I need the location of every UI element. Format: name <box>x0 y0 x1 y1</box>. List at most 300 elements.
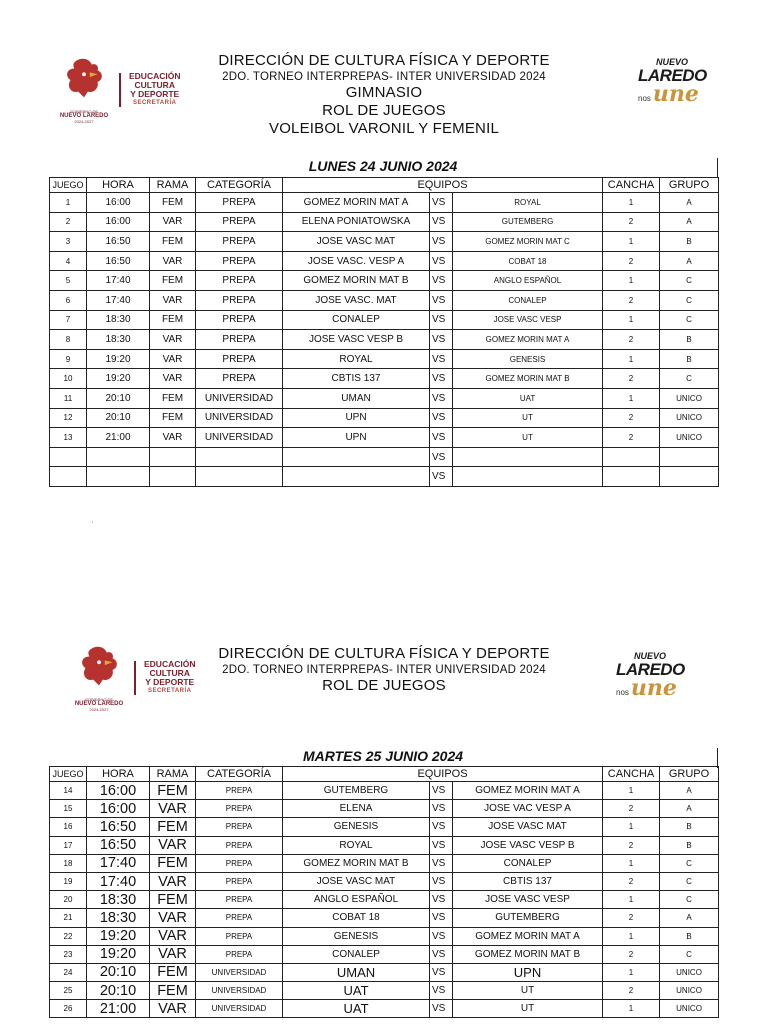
table-row <box>50 388 719 408</box>
cell-grupo: B <box>660 232 719 252</box>
cell-grupo: UNICO <box>660 428 719 448</box>
cell-equipo-1: UMAN <box>283 963 430 981</box>
table-row <box>50 232 719 252</box>
cell-vs: VS <box>430 982 453 1000</box>
table-row <box>50 891 719 909</box>
cell-cancha: 1 <box>603 388 660 408</box>
cell-categoria: PREPA <box>196 909 283 927</box>
cell-hora: 20:10 <box>87 408 150 428</box>
cell-categoria: UNIVERSIDAD <box>196 963 283 981</box>
logo-laredo: LAREDO <box>616 660 685 679</box>
cell-equipo-2: ROYAL <box>453 193 603 213</box>
table-row <box>50 945 719 963</box>
header-line-2: 2DO. TORNEO INTERPREPAS- INTER UNIVERSIDAD 2024 <box>222 71 546 83</box>
cell-rama: VAR <box>150 251 196 271</box>
table-row <box>50 1000 719 1018</box>
cell-equipo-1: CBTIS 137 <box>283 369 430 389</box>
cell-equipo-1: JOSE VASC. VESP A <box>283 251 430 271</box>
cell-juego: 13 <box>50 428 87 448</box>
cell-hora: 16:00 <box>87 212 150 232</box>
logo-nos: nos <box>638 94 651 103</box>
cell-categoria: PREPA <box>196 310 283 330</box>
cell-juego: 11 <box>50 388 87 408</box>
cell-cancha: 2 <box>603 290 660 310</box>
cell-hora: 18:30 <box>87 330 150 350</box>
cell-juego: 25 <box>50 982 87 1000</box>
cell-equipo-1: UAT <box>283 982 430 1000</box>
cell-categoria: PREPA <box>196 349 283 369</box>
logo-nuevo: NUEVO <box>656 57 689 67</box>
logo-laredo: LAREDO <box>638 66 707 85</box>
table-row <box>50 836 719 854</box>
cell-equipo-1: ROYAL <box>283 349 430 369</box>
cell-juego: 26 <box>50 1000 87 1018</box>
cell-categoria: UNIVERSIDAD <box>196 388 283 408</box>
logo-nos: nos <box>616 688 629 697</box>
cell-grupo: B <box>660 836 719 854</box>
cell-grupo: A <box>660 782 719 800</box>
table-row <box>50 982 719 1000</box>
cell-categoria: PREPA <box>196 800 283 818</box>
cell-juego: 4 <box>50 251 87 271</box>
cell-grupo: C <box>660 854 719 872</box>
cell-juego: 21 <box>50 909 87 927</box>
col-hora: HORA <box>87 767 150 782</box>
cell-rama: VAR <box>150 909 196 927</box>
cell-hora: 16:00 <box>87 782 150 800</box>
col-cancha: CANCHA <box>603 178 660 193</box>
cell-equipo-2: GOMEZ MORIN MAT A <box>453 782 603 800</box>
cell-cancha: 1 <box>603 927 660 945</box>
cell-rama: VAR <box>150 1000 196 1018</box>
cell-vs: VS <box>430 251 453 271</box>
header-line-1: DIRECCIÓN DE CULTURA FÍSICA Y DEPORTE <box>218 645 550 662</box>
day-title: LUNES 24 JUNIO 2024 <box>308 158 458 174</box>
cell-grupo: C <box>660 945 719 963</box>
table-header-row <box>50 767 719 782</box>
table-row <box>50 800 719 818</box>
cell-grupo: UNICO <box>660 963 719 981</box>
cell-equipo-1: CONALEP <box>283 310 430 330</box>
cell-categoria: PREPA <box>196 271 283 291</box>
cell-vs: VS <box>430 193 453 213</box>
city-label-3: 2024-2027 <box>74 119 94 124</box>
cell-cancha: 1 <box>603 1000 660 1018</box>
cell-cancha: 2 <box>603 369 660 389</box>
cell-hora: 21:00 <box>87 428 150 448</box>
cell-categoria: PREPA <box>196 836 283 854</box>
cell-equipo-1: UMAN <box>283 388 430 408</box>
cell-rama: FEM <box>150 782 196 800</box>
cell-hora: 19:20 <box>87 945 150 963</box>
sheet-header <box>0 590 768 740</box>
cell-grupo: UNICO <box>660 1000 719 1018</box>
cell-rama: VAR <box>150 349 196 369</box>
cell-cancha: 2 <box>603 212 660 232</box>
cell-vs: VS <box>430 447 453 467</box>
cell-categoria: PREPA <box>196 872 283 890</box>
cell-hora <box>87 447 150 467</box>
col-rama: RAMA <box>150 178 196 193</box>
cell-equipo-2: JOSE VASC VESP B <box>453 836 603 854</box>
cell-juego: 2 <box>50 212 87 232</box>
cell-equipo-2: JOSE VAC VESP A <box>453 800 603 818</box>
cell-categoria <box>196 467 283 487</box>
cell-equipo-1: GOMEZ MORIN MAT B <box>283 271 430 291</box>
cell-cancha <box>603 467 660 487</box>
col-juego: JUEGO <box>50 178 87 193</box>
cell-vs: VS <box>430 369 453 389</box>
cell-juego: 7 <box>50 310 87 330</box>
cell-cancha: 1 <box>603 818 660 836</box>
cell-categoria: PREPA <box>196 782 283 800</box>
table-row <box>50 330 719 350</box>
cell-grupo: UNICO <box>660 982 719 1000</box>
table-row <box>50 872 719 890</box>
cell-equipo-1: COBAT 18 <box>283 909 430 927</box>
cell-rama: FEM <box>150 982 196 1000</box>
cell-equipo-2: GOMEZ MORIN MAT B <box>453 945 603 963</box>
cell-hora: 18:30 <box>87 310 150 330</box>
cell-juego: 10 <box>50 369 87 389</box>
cell-grupo: A <box>660 212 719 232</box>
cell-equipo-1: GOMEZ MORIN MAT A <box>283 193 430 213</box>
cell-cancha: 1 <box>603 349 660 369</box>
table-row <box>50 854 719 872</box>
cell-juego: 18 <box>50 854 87 872</box>
cell-rama: VAR <box>150 800 196 818</box>
cell-vs: VS <box>430 330 453 350</box>
cell-rama: FEM <box>150 232 196 252</box>
cell-grupo: C <box>660 872 719 890</box>
table-row <box>50 310 719 330</box>
table-row <box>50 428 719 448</box>
cell-categoria: PREPA <box>196 251 283 271</box>
cell-rama: FEM <box>150 891 196 909</box>
cell-hora: 20:10 <box>87 982 150 1000</box>
cell-categoria: PREPA <box>196 212 283 232</box>
cell-vs: VS <box>430 467 453 487</box>
table-row <box>50 963 719 981</box>
cell-juego: 5 <box>50 271 87 291</box>
cell-equipo-2: GUTEMBERG <box>453 212 603 232</box>
cell-equipo-2: GOMEZ MORIN MAT C <box>453 232 603 252</box>
sec-line-1: EDUCACIÓN <box>129 70 181 81</box>
cell-cancha: 1 <box>603 891 660 909</box>
cell-hora: 19:20 <box>87 369 150 389</box>
cell-rama <box>150 467 196 487</box>
cell-categoria: PREPA <box>196 927 283 945</box>
table-row <box>50 212 719 232</box>
cell-rama: VAR <box>150 330 196 350</box>
col-juego: JUEGO <box>50 767 87 782</box>
cell-equipo-2: UT <box>453 1000 603 1018</box>
day-title: MARTES 25 JUNIO 2024 <box>302 748 464 764</box>
cell-equipo-1: ANGLO ESPAÑOL <box>283 891 430 909</box>
cell-equipo-2: JOSE VASC VESP <box>453 310 603 330</box>
header-line-3: GIMNASIO <box>345 84 423 101</box>
cell-rama: VAR <box>150 872 196 890</box>
cell-hora: 19:20 <box>87 349 150 369</box>
cell-juego: 15 <box>50 800 87 818</box>
cell-vs: VS <box>430 310 453 330</box>
logo-une: une <box>652 81 699 107</box>
cell-cancha: 2 <box>603 909 660 927</box>
cell-rama: FEM <box>150 310 196 330</box>
cell-vs: VS <box>430 963 453 981</box>
cell-equipo-1: CONALEP <box>283 945 430 963</box>
cell-equipo-1: GOMEZ MORIN MAT B <box>283 854 430 872</box>
cell-equipo-2: CONALEP <box>453 290 603 310</box>
table-row <box>50 369 719 389</box>
sec-line-2: CULTURA <box>134 79 175 90</box>
col-rama: RAMA <box>150 767 196 782</box>
cell-juego: 3 <box>50 232 87 252</box>
cell-equipo-2: CBTIS 137 <box>453 872 603 890</box>
cell-cancha: 2 <box>603 982 660 1000</box>
cell-equipo-2 <box>453 467 603 487</box>
cell-equipo-1: ELENA <box>283 800 430 818</box>
cell-rama: VAR <box>150 369 196 389</box>
col-categoria: CATEGORÍA <box>196 767 283 782</box>
cell-grupo <box>660 467 719 487</box>
city-label-1: GOBIERNO DE <box>84 697 114 702</box>
cell-equipo-1: UAT <box>283 1000 430 1018</box>
cell-cancha: 1 <box>603 963 660 981</box>
cell-vs: VS <box>430 891 453 909</box>
cell-categoria: PREPA <box>196 290 283 310</box>
cell-cancha: 2 <box>603 408 660 428</box>
table-row <box>50 782 719 800</box>
stray-mark: ' <box>92 522 94 528</box>
sheet-header <box>0 0 768 150</box>
table-row <box>50 271 719 291</box>
table-row <box>50 818 719 836</box>
cell-vs: VS <box>430 927 453 945</box>
cell-vs: VS <box>430 945 453 963</box>
cell-equipo-1: ELENA PONIATOWSKA <box>283 212 430 232</box>
cell-equipo-2: UT <box>453 428 603 448</box>
cell-equipo-1: JOSE VASC VESP B <box>283 330 430 350</box>
header-line-4: ROL DE JUEGOS <box>322 677 446 694</box>
cell-equipo-1: GUTEMBERG <box>283 782 430 800</box>
cell-cancha: 2 <box>603 836 660 854</box>
cell-rama <box>150 447 196 467</box>
cell-hora: 20:10 <box>87 963 150 981</box>
cell-cancha: 1 <box>603 193 660 213</box>
nuevo-laredo-logo <box>638 57 707 107</box>
cell-juego <box>50 467 87 487</box>
cell-categoria: UNIVERSIDAD <box>196 408 283 428</box>
cell-rama: VAR <box>150 290 196 310</box>
cell-vs: VS <box>430 1000 453 1018</box>
cell-juego: 8 <box>50 330 87 350</box>
cell-vs: VS <box>430 800 453 818</box>
cell-cancha: 1 <box>603 232 660 252</box>
schedule-table <box>49 766 719 1018</box>
cell-juego: 23 <box>50 945 87 963</box>
cell-categoria: UNIVERSIDAD <box>196 428 283 448</box>
cell-cancha: 2 <box>603 872 660 890</box>
city-label-2: NUEVO LAREDO <box>74 701 124 707</box>
col-hora: HORA <box>87 178 150 193</box>
cell-grupo: B <box>660 818 719 836</box>
city-label-1: GOBIERNO DE <box>69 109 99 114</box>
cell-rama: VAR <box>150 945 196 963</box>
cell-categoria: PREPA <box>196 891 283 909</box>
cell-hora: 16:50 <box>87 232 150 252</box>
sec-line-1: EDUCACIÓN <box>144 658 196 669</box>
cell-equipo-1 <box>283 447 430 467</box>
header-line-2: 2DO. TORNEO INTERPREPAS- INTER UNIVERSIDAD 2024 <box>222 664 546 676</box>
cell-grupo: A <box>660 193 719 213</box>
cell-rama: FEM <box>150 854 196 872</box>
cell-categoria: UNIVERSIDAD <box>196 982 283 1000</box>
logo-nuevo: NUEVO <box>634 651 667 661</box>
cell-vs: VS <box>430 212 453 232</box>
cell-equipo-2: JOSE VASC VESP <box>453 891 603 909</box>
cell-equipo-2: UT <box>453 982 603 1000</box>
logo-une: une <box>630 675 677 701</box>
table-row <box>50 909 719 927</box>
cell-hora: 17:40 <box>87 271 150 291</box>
col-categoria: CATEGORÍA <box>196 178 283 193</box>
cell-equipo-2: CONALEP <box>453 854 603 872</box>
cell-vs: VS <box>430 428 453 448</box>
cell-hora: 19:20 <box>87 927 150 945</box>
cell-equipo-2: JOSE VASC MAT <box>453 818 603 836</box>
cell-hora: 16:50 <box>87 818 150 836</box>
cell-equipo-1: JOSE VASC. MAT <box>283 290 430 310</box>
cell-grupo: UNICO <box>660 388 719 408</box>
cell-grupo: C <box>660 310 719 330</box>
cell-hora: 16:00 <box>87 800 150 818</box>
cell-juego: 9 <box>50 349 87 369</box>
table-border-top-right <box>717 748 718 768</box>
cell-cancha: 1 <box>603 782 660 800</box>
cell-equipo-1: GENESIS <box>283 927 430 945</box>
col-cancha: CANCHA <box>603 767 660 782</box>
cell-equipo-2: COBAT 18 <box>453 251 603 271</box>
cell-hora: 16:00 <box>87 193 150 213</box>
cell-hora: 17:40 <box>87 872 150 890</box>
sec-line-3: Y DEPORTE <box>130 88 180 99</box>
col-equipos: EQUIPOS <box>283 178 603 193</box>
cell-rama: VAR <box>150 212 196 232</box>
cell-hora: 18:30 <box>87 909 150 927</box>
cell-rama: FEM <box>150 193 196 213</box>
cell-cancha: 2 <box>603 251 660 271</box>
cell-equipo-2 <box>453 447 603 467</box>
cell-vs: VS <box>430 872 453 890</box>
cell-vs: VS <box>430 408 453 428</box>
sec-line-4: SECRETARÍA <box>132 99 177 106</box>
cell-grupo: B <box>660 330 719 350</box>
cell-equipo-2: GOMEZ MORIN MAT A <box>453 927 603 945</box>
table-row <box>50 251 719 271</box>
cell-juego: 6 <box>50 290 87 310</box>
table-header-row <box>50 178 719 193</box>
cell-grupo: B <box>660 927 719 945</box>
cell-vs: VS <box>430 782 453 800</box>
cell-hora: 17:40 <box>87 854 150 872</box>
cell-equipo-1 <box>283 467 430 487</box>
cell-hora: 17:40 <box>87 290 150 310</box>
col-grupo: GRUPO <box>660 767 719 782</box>
sec-line-3: Y DEPORTE <box>145 676 195 687</box>
cell-categoria: PREPA <box>196 232 283 252</box>
header-line-4: ROL DE JUEGOS <box>322 102 446 119</box>
cell-grupo: C <box>660 891 719 909</box>
header-line-5: VOLEIBOL VARONIL Y FEMENIL <box>268 120 499 137</box>
cell-juego: 1 <box>50 193 87 213</box>
table-row <box>50 408 719 428</box>
cell-equipo-1: JOSE VASC MAT <box>283 232 430 252</box>
cell-cancha: 2 <box>603 800 660 818</box>
cell-rama: FEM <box>150 818 196 836</box>
cell-vs: VS <box>430 290 453 310</box>
table-row <box>50 290 719 310</box>
cell-equipo-2: GOMEZ MORIN MAT B <box>453 369 603 389</box>
cell-categoria: PREPA <box>196 369 283 389</box>
cell-juego: 24 <box>50 963 87 981</box>
cell-categoria: PREPA <box>196 945 283 963</box>
cell-categoria: PREPA <box>196 818 283 836</box>
cell-grupo: UNICO <box>660 408 719 428</box>
cell-grupo <box>660 447 719 467</box>
table-row <box>50 193 719 213</box>
cell-cancha: 1 <box>603 854 660 872</box>
sec-line-2: CULTURA <box>149 667 190 678</box>
cell-grupo: B <box>660 349 719 369</box>
cell-hora: 18:30 <box>87 891 150 909</box>
cell-equipo-2: UAT <box>453 388 603 408</box>
table-row <box>50 447 719 467</box>
cell-categoria: PREPA <box>196 193 283 213</box>
header-line-1: DIRECCIÓN DE CULTURA FÍSICA Y DEPORTE <box>218 52 550 69</box>
cell-juego: 19 <box>50 872 87 890</box>
cell-grupo: C <box>660 271 719 291</box>
cell-equipo-2: ANGLO ESPAÑOL <box>453 271 603 291</box>
cell-rama: FEM <box>150 271 196 291</box>
cell-equipo-2: GENESIS <box>453 349 603 369</box>
cell-vs: VS <box>430 349 453 369</box>
table-row <box>50 927 719 945</box>
cell-equipo-2: UT <box>453 408 603 428</box>
cell-categoria: PREPA <box>196 854 283 872</box>
cell-hora: 16:50 <box>87 251 150 271</box>
cell-categoria: PREPA <box>196 330 283 350</box>
sec-line-4: SECRETARÍA <box>147 687 192 694</box>
cell-juego: 20 <box>50 891 87 909</box>
cell-categoria <box>196 447 283 467</box>
cell-vs: VS <box>430 818 453 836</box>
cell-juego: 14 <box>50 782 87 800</box>
cell-juego: 12 <box>50 408 87 428</box>
cell-cancha: 2 <box>603 428 660 448</box>
cell-cancha: 1 <box>603 271 660 291</box>
cell-equipo-1: ROYAL <box>283 836 430 854</box>
cell-hora: 21:00 <box>87 1000 150 1018</box>
cell-equipo-2: GOMEZ MORIN MAT A <box>453 330 603 350</box>
cell-rama: VAR <box>150 927 196 945</box>
cell-cancha <box>603 447 660 467</box>
schedule-sheet-tuesday <box>0 590 768 1017</box>
cell-hora <box>87 467 150 487</box>
cell-vs: VS <box>430 854 453 872</box>
cell-cancha: 1 <box>603 310 660 330</box>
schedule-table <box>49 177 719 487</box>
